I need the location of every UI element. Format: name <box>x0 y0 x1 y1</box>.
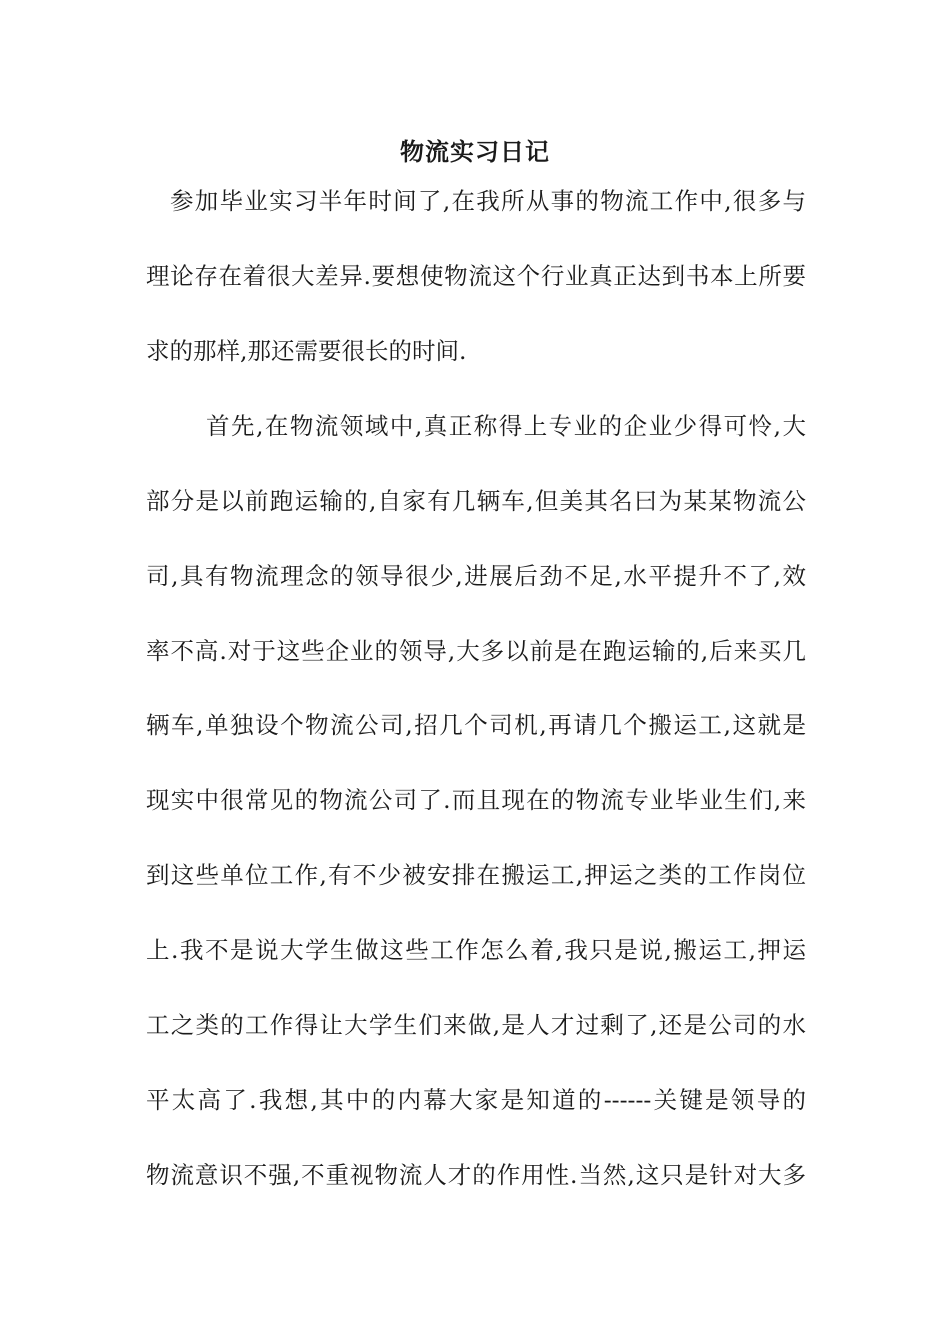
paragraph-line: 辆车,单独设个物流公司,招几个司机,再请几个搬运工,这就是 <box>146 711 806 739</box>
paragraph-line: 现实中很常见的物流公司了.而且现在的物流专业毕业生们,来 <box>146 786 806 814</box>
paragraph-line: 物流意识不强,不重视物流人才的作用性.当然,这只是针对大多 <box>146 1161 806 1189</box>
document-title: 物流实习日记 <box>400 137 550 166</box>
paragraph-line: 上.我不是说大学生做这些工作怎么着,我只是说,搬运工,押运 <box>146 936 806 964</box>
paragraph-line: 工之类的工作得让大学生们来做,是人才过剩了,还是公司的水 <box>146 1011 806 1039</box>
paragraph-line: 平太高了.我想,其中的内幕大家是知道的------关键是领导的 <box>146 1086 806 1114</box>
paragraph-line: 率不高.对于这些企业的领导,大多以前是在跑运输的,后来买几 <box>146 637 806 665</box>
paragraph-line: 首先,在物流领域中,真正称得上专业的企业少得可怜,大 <box>206 412 806 440</box>
paragraph-line: 求的那样,那还需要很长的时间. <box>146 337 467 365</box>
paragraph-line: 理论存在着很大差异.要想使物流这个行业真正达到书本上所要 <box>146 262 806 290</box>
paragraph-line: 到这些单位工作,有不少被安排在搬运工,押运之类的工作岗位 <box>146 861 806 889</box>
paragraph-line: 司,具有物流理念的领导很少,进展后劲不足,水平提升不了,效 <box>146 562 806 590</box>
paragraph-line: 参加毕业实习半年时间了,在我所从事的物流工作中,很多与 <box>170 187 806 215</box>
paragraph-line: 部分是以前跑运输的,自家有几辆车,但美其名曰为某某物流公 <box>146 487 806 515</box>
